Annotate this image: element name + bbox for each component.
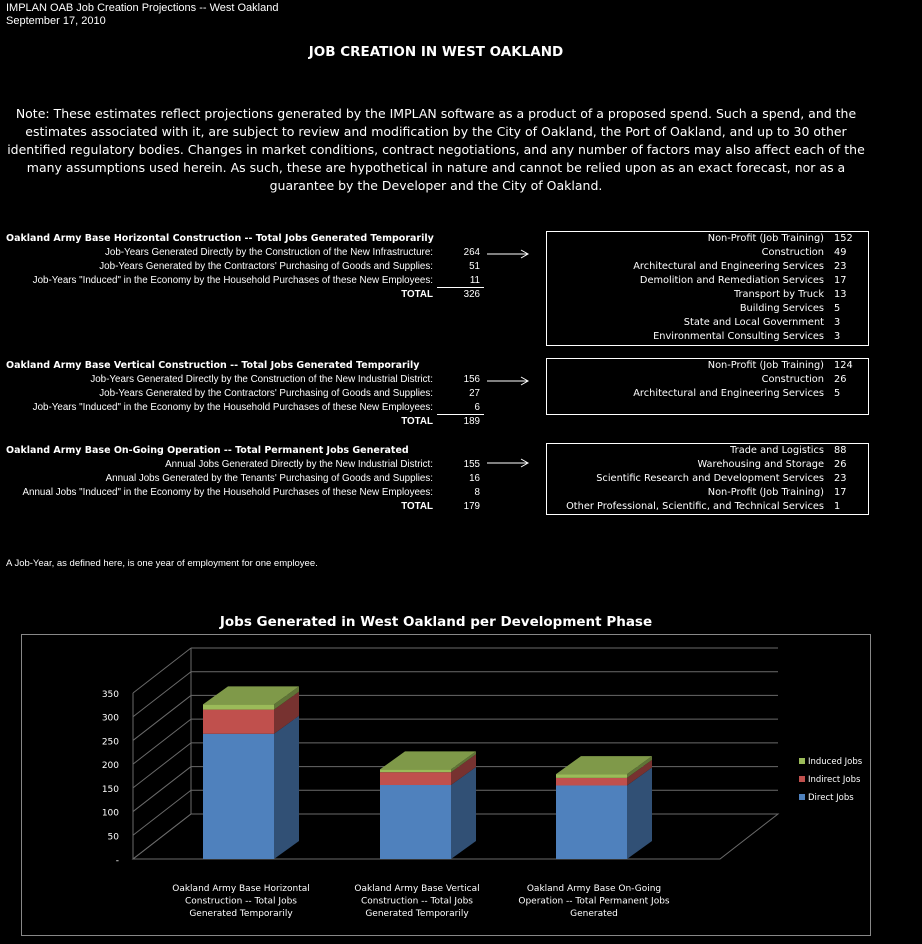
bar-segment (556, 785, 627, 859)
bar-segment (380, 769, 451, 772)
row-value: 6 (474, 402, 480, 413)
row-label: Job-Years "Induced" in the Economy by the Household Purchases of these New Employees: (32, 402, 433, 413)
category-label: Operation -- Total Permanent Jobs (518, 896, 670, 907)
row-label: Job-Years "Induced" in the Economy by the Household Purchases of these New Employees: (32, 275, 433, 286)
gridline-side (133, 790, 191, 835)
gridline-side (133, 648, 191, 693)
row-label: Annual Jobs Generated by the Tenants' Purchasing of Goods and Supplies: (105, 473, 433, 484)
breakdown-row: Demolition and Remediation Services 17 (639, 275, 847, 286)
category-label: Oakland Army Base Vertical (354, 884, 480, 894)
breakdown-row: Environmental Consulting Services 3 (653, 331, 841, 342)
row-label: Job-Years Generated by the Contractors' Purchasing of Goods and Supplies: (99, 261, 433, 272)
breakdown-row: Other Professional, Scientific, and Technical Services 1 (566, 501, 841, 512)
bar-segment (380, 785, 451, 859)
gridline-side (133, 695, 191, 740)
row-value: 51 (469, 261, 480, 272)
y-tick-label: 300 (101, 713, 119, 724)
category-label: Generated Temporarily (365, 909, 469, 919)
total-label: TOTAL (401, 501, 433, 512)
row-label: Job-Years Generated by the Contractors' Purchasing of Goods and Supplies: (99, 388, 433, 399)
y-tick-label: 50 (107, 832, 119, 843)
breakdown-box-ongoing (546, 443, 869, 515)
bar-segment (556, 778, 627, 786)
job-year-footnote: A Job-Year, as defined here, is one year of employment for one employee. (6, 558, 318, 569)
breakdown-row: Construction 26 (761, 374, 847, 385)
row-value: 16 (469, 473, 480, 484)
category-label: Construction -- Total Jobs (185, 896, 297, 907)
y-tick-label: 150 (101, 784, 119, 795)
breakdown-row: Building Services 5 (739, 303, 841, 314)
bar-segment-side (274, 716, 299, 859)
y-tick-label: 350 (101, 690, 119, 700)
breakdown-row: Architectural and Engineering Services 5 (633, 388, 841, 399)
row-value: 155 (463, 459, 480, 470)
disclaimer-note: Note: These estimates reflect projections generated by the IMPLAN software as a product of a proposed spend. Such a spend, and the estimates associated with it, are subject to review and modification by the City of Oakland, the Port of Oakland, and up to 30 other identified regulatory bodies. Changes in market conditions, contract negotiations, and any number of factors may also affect each of the many assumptions used herein. As such, these are hypothetical in nature and cannot be relied upon as an exact forecast, nor as a guarantee by the Developer and the City of Oakland. (7, 106, 865, 193)
jobs-bar-chart (22, 635, 870, 935)
legend-label: Direct Jobs (808, 793, 854, 803)
row-value: 8 (474, 487, 480, 498)
breakdown-row: State and Local Government 3 (683, 317, 841, 328)
bar-segment (203, 704, 274, 709)
y-tick-label: - (115, 856, 119, 866)
legend-label: Indirect Jobs (808, 775, 861, 785)
gridline-side (133, 814, 191, 859)
arrow-right-icon (487, 376, 529, 386)
legend-label: Induced Jobs (808, 757, 863, 767)
legend-swatch (799, 758, 805, 764)
category-label: Oakland Army Base Horizontal (172, 884, 310, 894)
sum-underline (437, 287, 484, 288)
breakdown-box-vertical (546, 358, 869, 415)
category-label: Generated (570, 909, 618, 919)
total-value: 326 (463, 289, 480, 300)
row-label: Annual Jobs Generated Directly by the New Industrial District: (165, 459, 433, 470)
total-label: TOTAL (401, 289, 433, 300)
row-value: 264 (463, 247, 480, 258)
bar-segment (380, 772, 451, 785)
breakdown-row: Non-Profit (Job Training) 17 (707, 487, 847, 498)
y-tick-label: 100 (101, 808, 119, 819)
row-label: Annual Jobs "Induced" in the Economy by the Household Purchases of these New Employees: (22, 487, 433, 498)
section-title-horizontal: Oakland Army Base Horizontal Construction -- Total Jobs Generated Temporarily (6, 233, 434, 244)
breakdown-row: Architectural and Engineering Services 23 (633, 261, 847, 272)
row-label: Job-Years Generated Directly by the Construction of the New Infrastructure: (105, 247, 433, 258)
gridline-side (133, 743, 191, 788)
page-title: JOB CREATION IN WEST OAKLAND (308, 44, 564, 60)
total-value: 189 (463, 416, 480, 427)
gridline-side (133, 767, 191, 812)
section-title-ongoing: Oakland Army Base On-Going Operation -- Total Permanent Jobs Generated (6, 445, 409, 456)
bar-segment (203, 710, 274, 734)
row-value: 27 (469, 388, 480, 399)
legend-swatch (799, 776, 805, 782)
chart-title: Jobs Generated in West Oakland per Development Phase (219, 614, 653, 630)
total-value: 179 (463, 501, 480, 512)
breakdown-row: Non-Profit (Job Training) 124 (707, 360, 853, 371)
row-label: Job-Years Generated Directly by the Construction of the New Industrial District: (90, 374, 433, 385)
legend-swatch (799, 794, 805, 800)
section-title-vertical: Oakland Army Base Vertical Construction -- Total Jobs Generated Temporarily (6, 360, 420, 371)
breakdown-row: Construction 49 (761, 247, 847, 258)
total-label: TOTAL (401, 416, 433, 427)
bar-segment (556, 774, 627, 778)
sum-underline (437, 414, 484, 415)
category-label: Construction -- Total Jobs (361, 896, 473, 907)
gridline-side (133, 719, 191, 764)
y-tick-label: 200 (101, 761, 119, 772)
breakdown-box-horizontal (546, 231, 869, 346)
report-header-title: IMPLAN OAB Job Creation Projections -- West Oakland (6, 2, 279, 14)
breakdown-row: Non-Profit (Job Training) 152 (707, 233, 853, 244)
breakdown-row: Trade and Logistics 88 (730, 445, 847, 456)
arrow-right-icon (487, 249, 529, 259)
breakdown-row: Transport by Truck 13 (733, 289, 847, 300)
row-value: 156 (463, 374, 480, 385)
category-label: Oakland Army Base On-Going (526, 884, 662, 894)
category-label: Generated Temporarily (189, 909, 293, 919)
gridline-side (133, 672, 191, 717)
breakdown-row: Warehousing and Storage 26 (697, 459, 847, 470)
report-header-date: September 17, 2010 (6, 15, 106, 27)
row-value: 11 (469, 275, 480, 286)
bar-segment (203, 734, 274, 859)
arrow-right-icon (487, 458, 529, 468)
breakdown-row: Scientific Research and Development Services 23 (596, 473, 847, 484)
y-tick-label: 250 (101, 737, 119, 748)
chart-frame (21, 634, 871, 936)
